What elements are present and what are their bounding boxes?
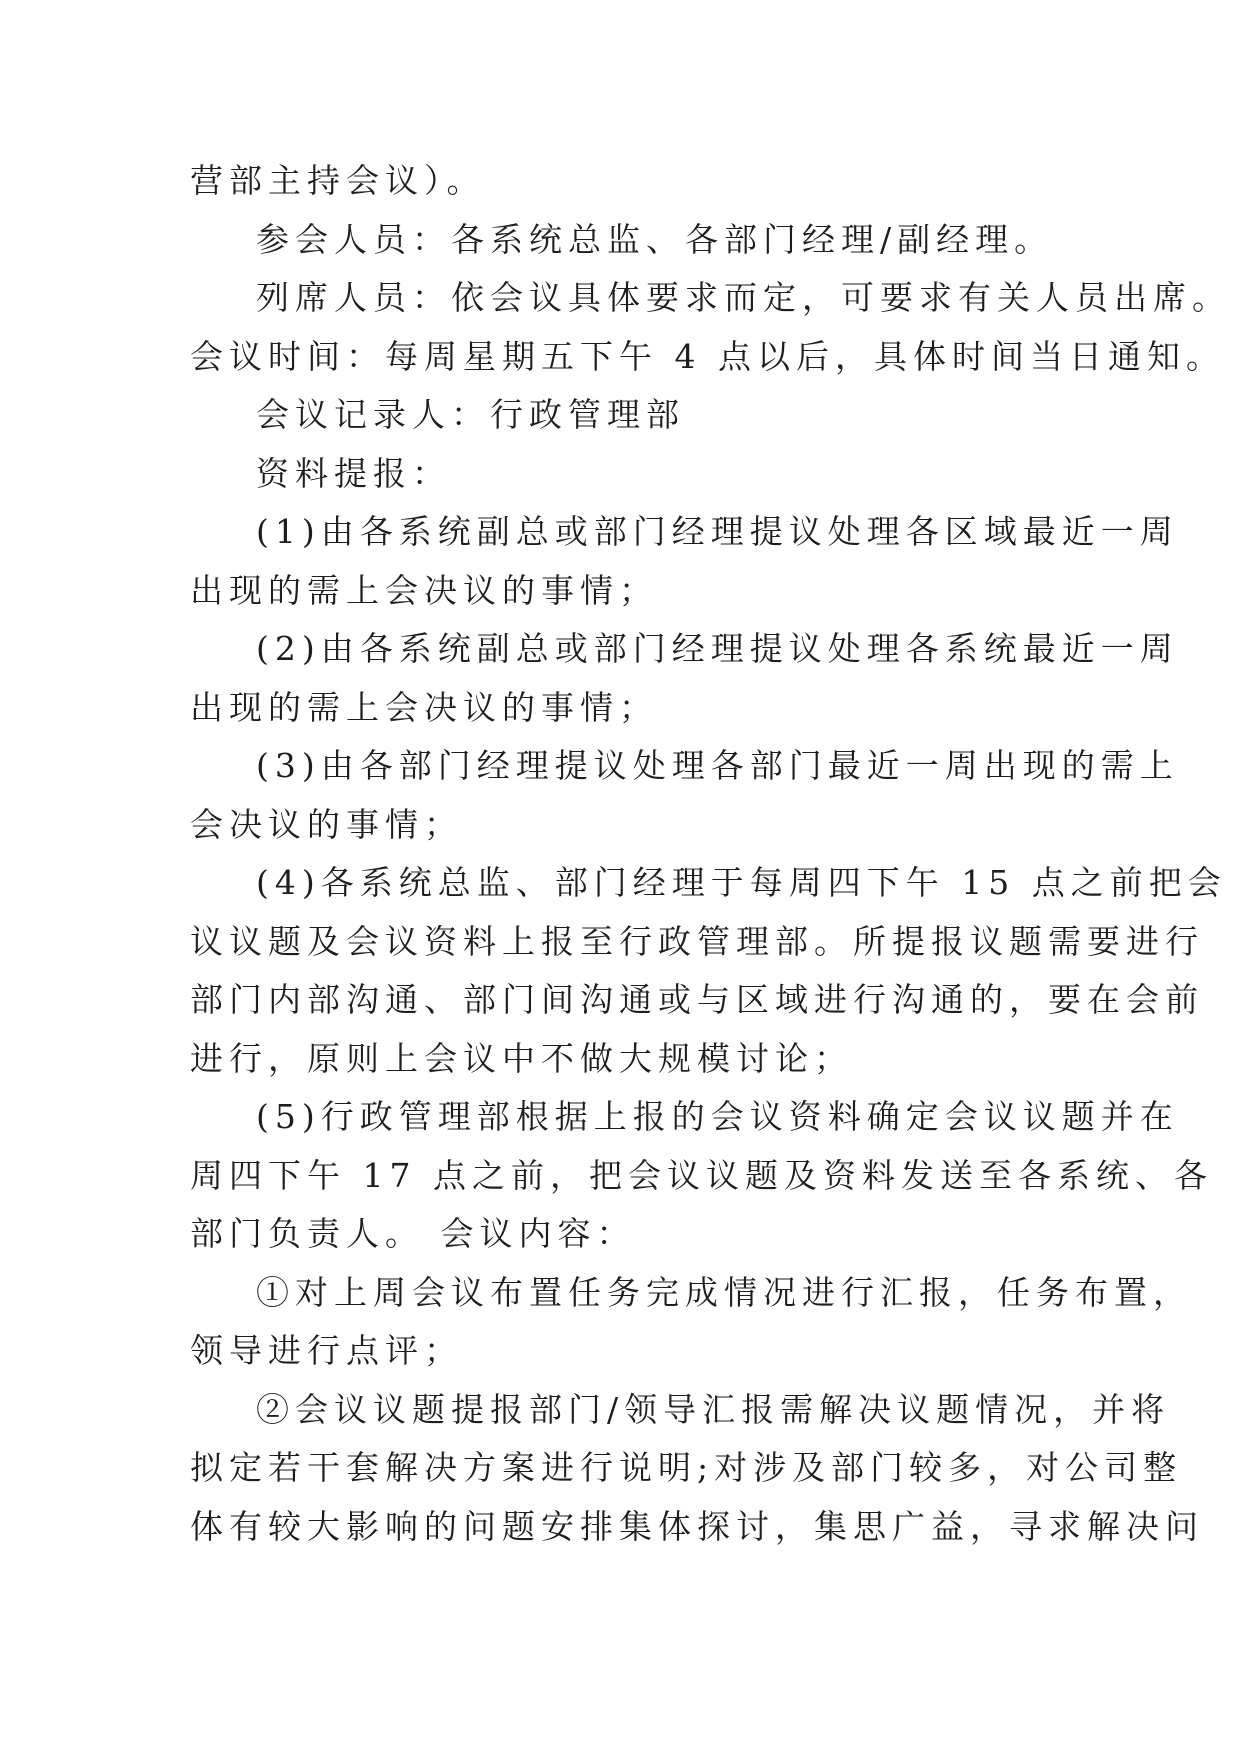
text-line: (1)由各系统副总或部门经理提议处理各区域最近一周 [256, 512, 1179, 551]
text-line: 会议记录人：行政管理部 [256, 395, 685, 434]
text-line: 议议题及会议资料上报至行政管理部。所提报议题需要进行 [190, 921, 1204, 961]
text-line: 进行，原则上会议中不做大规模讨论； [190, 1038, 853, 1078]
text-line: 会议时间：每周星期五下午 4 点以后，具体时间当日通知。 [190, 336, 1225, 376]
text-line: 领导进行点评； [190, 1331, 463, 1370]
text-line: 资料提报： [256, 453, 451, 493]
text-line: (3)由各部门经理提议处理各部门最近一周出现的需上 [256, 746, 1179, 785]
text-line: 体有较大影响的问题安排集体探讨，集思广益，寻求解决问 [190, 1506, 1204, 1546]
text-line: 会决议的事情； [190, 804, 463, 844]
text-line: 参会人员：各系统总监、各部门经理/副经理。 [256, 219, 1054, 259]
text-line: 周四下午 17 点之前，把会议议题及资料发送至各系统、各 [190, 1155, 1213, 1195]
text-line: ②会议议题提报部门/领导汇报需解决议题情况，并将 [256, 1389, 1171, 1429]
text-line: ①对上周会议布置任务完成情况进行汇报，任务布置， [256, 1272, 1192, 1312]
text-line: 出现的需上会决议的事情； [190, 570, 658, 610]
text-line: (5)行政管理部根据上报的会议资料确定会议议题并在 [256, 1097, 1179, 1136]
text-line: 拟定若干套解决方案进行说明;对涉及部门较多，对公司整 [190, 1448, 1183, 1487]
text-line: 部门内部沟通、部门间沟通或与区域进行沟通的，要在会前 [190, 980, 1204, 1019]
text-line: (2)由各系统副总或部门经理提议处理各系统最近一周 [256, 629, 1179, 668]
text-line: (4)各系统总监、部门经理于每周四下午 15 点之前把会 [256, 863, 1227, 902]
document-body [190, 152, 1231, 1556]
text-line: 出现的需上会决议的事情； [190, 687, 658, 727]
text-line: 列席人员：依会议具体要求而定，可要求有关人员出席。 [256, 278, 1231, 317]
text-line: 部门负责人。 会议内容： [190, 1214, 636, 1253]
text-line: 营部主持会议）。 [190, 161, 486, 200]
